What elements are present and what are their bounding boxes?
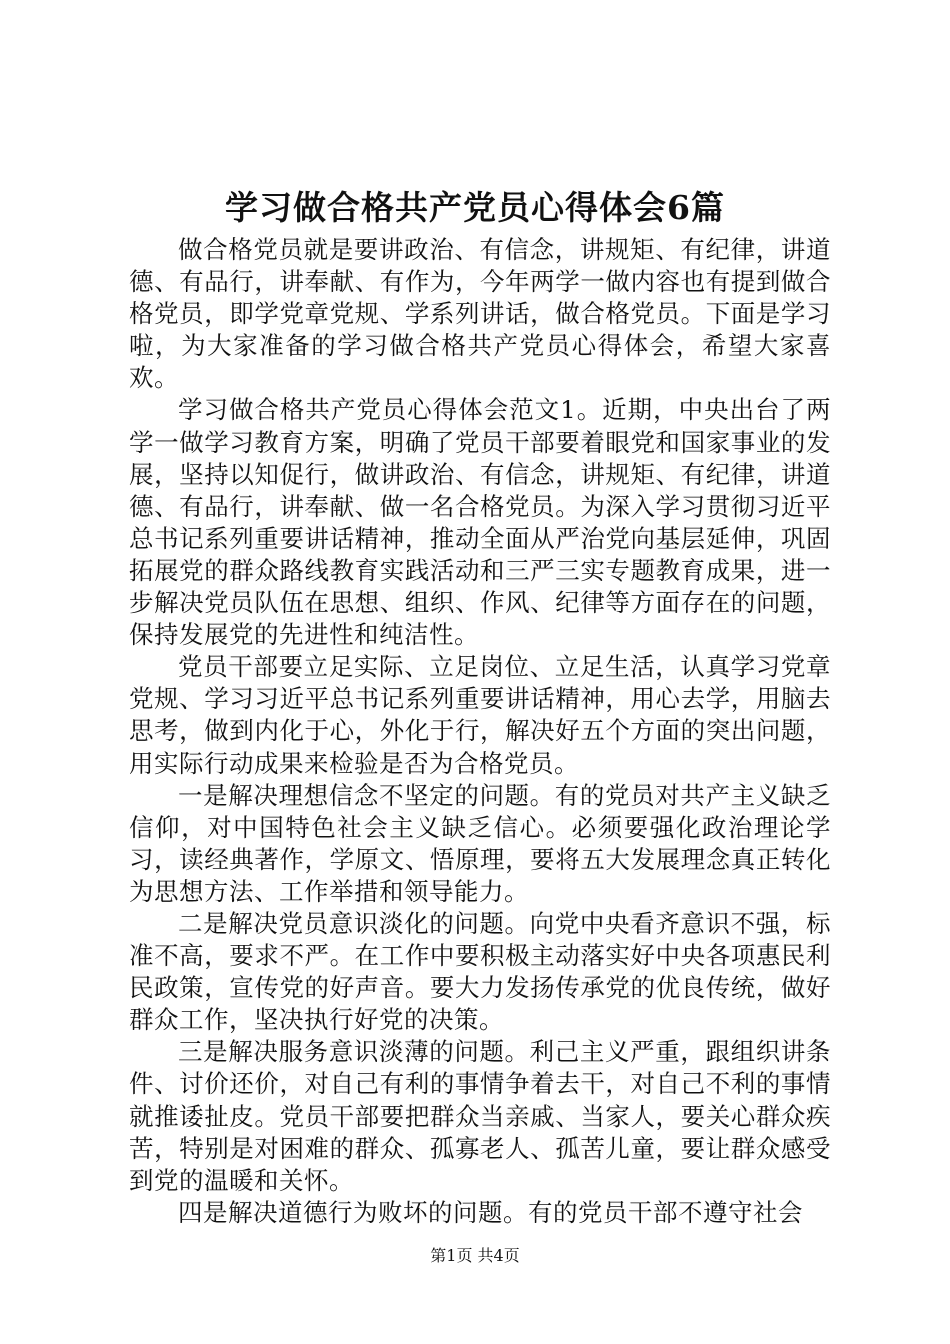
paragraph: 二是解决党员意识淡化的问题。向党中央看齐意识不强，标准不高，要求不严。在工作中要积极主动落实好中央各项惠民利民政策，宣传党的好声音。要大力发扬传承党的优良传统，做好群众工作，坚决执行好党的决策。 xyxy=(129,908,831,1035)
document-title: 学习做合格共产党员心得体会6篇 xyxy=(225,188,725,227)
paragraph: 学习做合格共产党员心得体会范文1。近期，中央出台了两学一做学习教育方案，明确了党员干部要着眼党和国家事业的发展，坚持以知促行，做讲政治、有信念，讲规矩、有纪律，讲道德、有品行，讲奉献、做一名合格党员。为深入学习贯彻习近平总书记系列重要讲话精神，推动全面从严治党向基层延伸，巩固拓展党的群众路线教育实践活动和三严三实专题教育成果，进一步解决党员队伍在思想、组织、作风、纪律等方面存在的问题，保持发展党的先进性和纯洁性。 xyxy=(129,395,831,650)
page-number-footer: 第1页 共4页 xyxy=(430,1246,520,1265)
paragraph: 做合格党员就是要讲政治、有信念，讲规矩、有纪律，讲道德、有品行，讲奉献、有作为，今年两学一做内容也有提到做合格党员，即学党章党规、学系列讲话，做合格党员。下面是学习啦，为大家准备的学习做合格共产党员心得体会，希望大家喜欢。 xyxy=(129,235,831,393)
paragraph: 三是解决服务意识淡薄的问题。利己主义严重，跟组织讲条件、讨价还价，对自己有利的事情争着去干，对自己不利的事情就推诿扯皮。党员干部要把群众当亲戚、当家人，要关心群众疾苦，特别是对困难的群众、孤寡老人、孤苦儿童，要让群众感受到党的温暖和关怀。 xyxy=(129,1037,831,1195)
paragraph: 一是解决理想信念不坚定的问题。有的党员对共产主义缺乏信仰，对中国特色社会主义缺乏信心。必须要强化政治理论学习，读经典著作，学原文、悟原理，要将五大发展理念真正转化为思想方法、工作举措和领导能力。 xyxy=(129,780,831,906)
paragraph: 党员干部要立足实际、立足岗位、立足生活，认真学习党章党规、学习习近平总书记系列重要讲话精神，用心去学，用脑去思考，做到内化于心，外化于行，解决好五个方面的突出问题，用实际行动成果来检验是否为合格党员。 xyxy=(129,652,831,778)
document-body xyxy=(129,234,831,1229)
paragraph: 四是解决道德行为败坏的问题。有的党员干部不遵守社会 xyxy=(178,1197,803,1227)
